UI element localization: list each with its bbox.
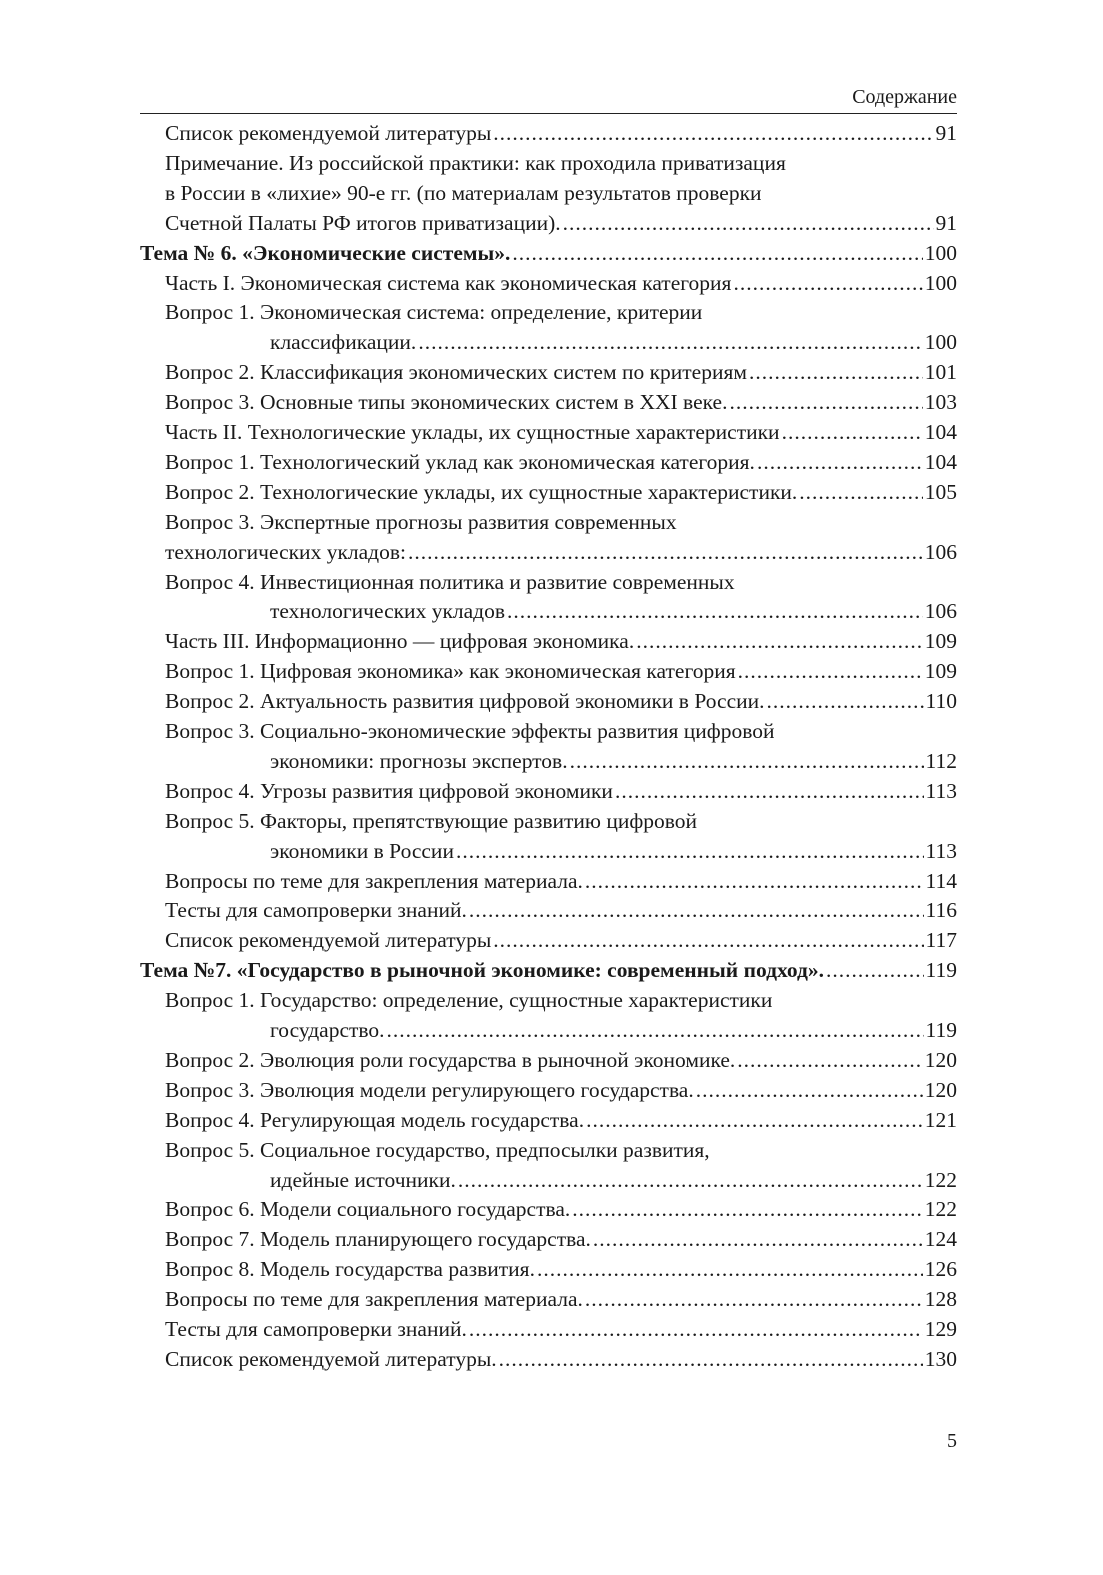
header-rule [140, 113, 957, 114]
toc-entry [165, 716, 957, 746]
toc-entry-title: Часть I. Экономическая система как экономическая категория [165, 270, 732, 295]
toc-page-number: 130 [924, 1346, 957, 1371]
toc-page-number: 106 [924, 539, 957, 564]
toc-entry [165, 866, 957, 896]
toc-page-number: 113 [925, 838, 957, 863]
toc-entry [165, 1194, 957, 1224]
toc-entry [165, 567, 957, 597]
toc-entry [165, 148, 957, 178]
toc-entry-title: Вопрос 4. Инвестиционная политика и развитие современных [165, 569, 735, 594]
toc-page-number: 104 [924, 449, 957, 474]
toc-entry [165, 507, 957, 537]
dot-leader [585, 1284, 923, 1314]
dot-leader [586, 1105, 923, 1135]
toc-entry-title: Вопрос 2. Актуальность развития цифровой экономики в России. [165, 689, 765, 714]
toc-entry-title: Счетной Палаты РФ итогов приватизации). [165, 210, 561, 235]
dot-leader [493, 925, 923, 955]
toc-entry [270, 1165, 957, 1195]
running-header: Содержание [852, 86, 957, 108]
toc-page-number: 117 [925, 928, 957, 953]
toc-entry [270, 596, 957, 626]
dot-leader [537, 1254, 923, 1284]
toc-page-number: 126 [924, 1257, 957, 1282]
toc-page-number: 103 [924, 390, 957, 415]
toc-entry [165, 357, 957, 387]
toc-entry [165, 1314, 957, 1344]
toc-entry [165, 208, 957, 238]
toc-entry [165, 656, 957, 686]
toc-entry [165, 686, 957, 716]
toc-page-number: 120 [924, 1047, 957, 1072]
toc-entry [165, 1344, 957, 1374]
toc-topic-title: Тема №7. «Государство в рыночной экономике: современный подход». [140, 958, 825, 983]
toc-entry [165, 417, 957, 447]
toc-entry-title: Часть III. Информационно — цифровая экономика. [165, 629, 635, 654]
toc-entry [165, 626, 957, 656]
toc-entry [270, 746, 957, 776]
toc-page-number: 116 [925, 898, 957, 923]
toc-entry [165, 1284, 957, 1314]
toc-entry [165, 537, 957, 567]
toc-page-number: 101 [924, 360, 957, 385]
toc-page-number: 91 [935, 210, 957, 235]
toc-entry [165, 1075, 957, 1105]
toc-entry [165, 387, 957, 417]
toc-page-number: 128 [924, 1287, 957, 1312]
toc-entry-title: Вопрос 3. Экспертные прогнозы развития современных [165, 509, 677, 534]
toc-entry-title: Вопрос 1. Технологический уклад как экономическая категория. [165, 449, 755, 474]
dot-leader [456, 836, 924, 866]
toc-page-number: 105 [924, 479, 957, 504]
toc-entry-title: классификации. [270, 330, 417, 355]
toc-page-number: 120 [924, 1077, 957, 1102]
toc-page-number: 113 [925, 778, 957, 803]
toc-page-number: 109 [924, 629, 957, 654]
dot-leader [570, 746, 924, 776]
dot-leader [696, 1075, 923, 1105]
dot-leader [458, 1165, 923, 1195]
toc-entry-title: Вопрос 1. Государство: определение, сущностные характеристики [165, 988, 773, 1013]
toc-entry [165, 1254, 957, 1284]
dot-leader [512, 238, 922, 268]
toc-entry-title: Вопрос 1. Экономическая система: определение, критерии [165, 300, 703, 325]
dot-leader [593, 1224, 923, 1254]
dot-leader [826, 955, 924, 985]
toc-entry-title: Вопрос 2. Эволюция роли государства в рыночной экономике. [165, 1047, 736, 1072]
toc-entry-title: Список рекомендуемой литературы [165, 928, 492, 953]
toc-entry-title: технологических укладов [270, 599, 505, 624]
dot-leader [749, 357, 923, 387]
toc-entry [270, 1015, 957, 1045]
toc-entry [165, 1045, 957, 1075]
toc-page-number: 124 [924, 1227, 957, 1252]
toc-entry-title: Тесты для самопроверки знаний. [165, 898, 467, 923]
toc-entry-title: Вопросы по теме для закрепления материала. [165, 1287, 583, 1312]
toc-page-number: 100 [924, 330, 957, 355]
dot-leader [733, 268, 922, 298]
toc-entry-title: Вопрос 4. Регулирующая модель государства. [165, 1107, 585, 1132]
toc-entry-title: Вопрос 5. Факторы, препятствующие развитию цифровой [165, 808, 698, 833]
toc-entry-title: Примечание. Из российской практики: как проходила приватизация [165, 150, 786, 175]
toc-page-number: 100 [924, 240, 957, 265]
dot-leader [493, 118, 933, 148]
toc-entry [165, 776, 957, 806]
toc-entry [165, 297, 957, 327]
toc-entry-title: Список рекомендуемой литературы. [165, 1346, 497, 1371]
dot-leader [572, 1194, 922, 1224]
toc-entry [140, 955, 957, 985]
toc-entry [165, 118, 957, 148]
toc-entry-title: Вопрос 3. Основные типы экономических систем в XXI веке. [165, 390, 728, 415]
toc-entry-title: Вопрос 7. Модель планирующего государства. [165, 1227, 591, 1252]
toc-page-number: 104 [924, 420, 957, 444]
toc-entry [165, 985, 957, 1015]
dot-leader [585, 866, 924, 896]
toc-entry-title: в России в «лихие» 90-е гг. (по материалам результатов проверки [165, 180, 762, 205]
dot-leader [738, 656, 923, 686]
toc-entry-title: Вопрос 8. Модель государства развития. [165, 1257, 535, 1282]
toc-entry [270, 327, 957, 357]
toc-entry [165, 1224, 957, 1254]
toc-entry-title: Вопрос 2. Технологические уклады, их сущностные характеристики. [165, 479, 798, 504]
toc-entry [165, 477, 957, 507]
dot-leader [563, 208, 934, 238]
dot-leader [387, 1015, 924, 1045]
toc-page-number: 119 [925, 1018, 957, 1042]
toc-page-number: 119 [925, 958, 957, 983]
toc-entry-title: государство. [270, 1018, 385, 1042]
dot-leader [799, 477, 922, 507]
toc-entry-title: Вопрос 3. Эволюция модели регулирующего государства. [165, 1077, 694, 1102]
dot-leader [737, 1045, 922, 1075]
toc-entry [165, 268, 957, 298]
toc-page-number: 100 [924, 270, 957, 295]
page-number: 5 [947, 1430, 957, 1452]
toc-page-number: 112 [925, 748, 957, 773]
toc-page-number: 122 [924, 1197, 957, 1222]
toc-entry-title: Вопрос 1. Цифровая экономика» как экономическая категория [165, 659, 736, 684]
toc-entry [165, 1105, 957, 1135]
toc-entry [165, 806, 957, 836]
dot-leader [757, 447, 923, 477]
toc-entry [165, 1135, 957, 1165]
toc-entry-title: Вопрос 2. Классификация экономических систем по критериям [165, 360, 747, 385]
toc-entry-title: Вопрос 6. Модели социального государства. [165, 1197, 571, 1222]
toc-page-number: 129 [924, 1317, 957, 1341]
toc-topic-title: Тема № 6. «Экономические системы». [140, 240, 511, 265]
toc-page-number: 122 [924, 1167, 957, 1192]
toc-entry [165, 178, 957, 208]
dot-leader [469, 895, 924, 925]
toc-entry-title: Список рекомендуемой литературы [165, 121, 492, 145]
dot-leader [408, 537, 923, 567]
toc-entry-title: Вопросы по теме для закрепления материала. [165, 868, 583, 893]
toc-entry-title: Вопрос 3. Социально-экономические эффекты развития цифровой [165, 719, 775, 743]
toc-entry-title: Вопрос 4. Угрозы развития цифровой экономики [165, 778, 613, 803]
dot-leader [418, 327, 922, 357]
toc-page-number: 106 [924, 599, 957, 624]
dot-leader [499, 1344, 923, 1374]
toc-entry-title: экономики: прогнозы экспертов. [270, 748, 568, 773]
toc-entry [165, 925, 957, 955]
dot-leader [507, 596, 923, 626]
toc-page-number: 114 [925, 868, 957, 893]
dot-leader [615, 776, 924, 806]
toc-page-number: 109 [924, 659, 957, 684]
toc-entry-title: Вопрос 5. Социальное государство, предпосылки развития, [165, 1137, 710, 1162]
toc-entry [270, 836, 957, 866]
toc-entry-title: технологических укладов: [165, 539, 406, 564]
toc-entry [165, 895, 957, 925]
dot-leader [729, 387, 922, 417]
dot-leader [636, 626, 923, 656]
toc-page-number: 91 [935, 121, 957, 145]
toc-entry-title: идейные источники. [270, 1167, 456, 1192]
toc-entry [140, 238, 957, 268]
toc-page-number: 110 [925, 689, 957, 714]
dot-leader [767, 686, 924, 716]
toc-entry-title: экономики в России [270, 838, 454, 863]
toc-entry-title: Тесты для самопроверки знаний. [165, 1317, 467, 1341]
dot-leader [469, 1314, 923, 1344]
toc-entry-title: Часть II. Технологические уклады, их сущностные характеристики [165, 420, 780, 444]
toc-page-number: 121 [924, 1107, 957, 1132]
dot-leader [782, 417, 923, 447]
toc-entry [165, 447, 957, 477]
